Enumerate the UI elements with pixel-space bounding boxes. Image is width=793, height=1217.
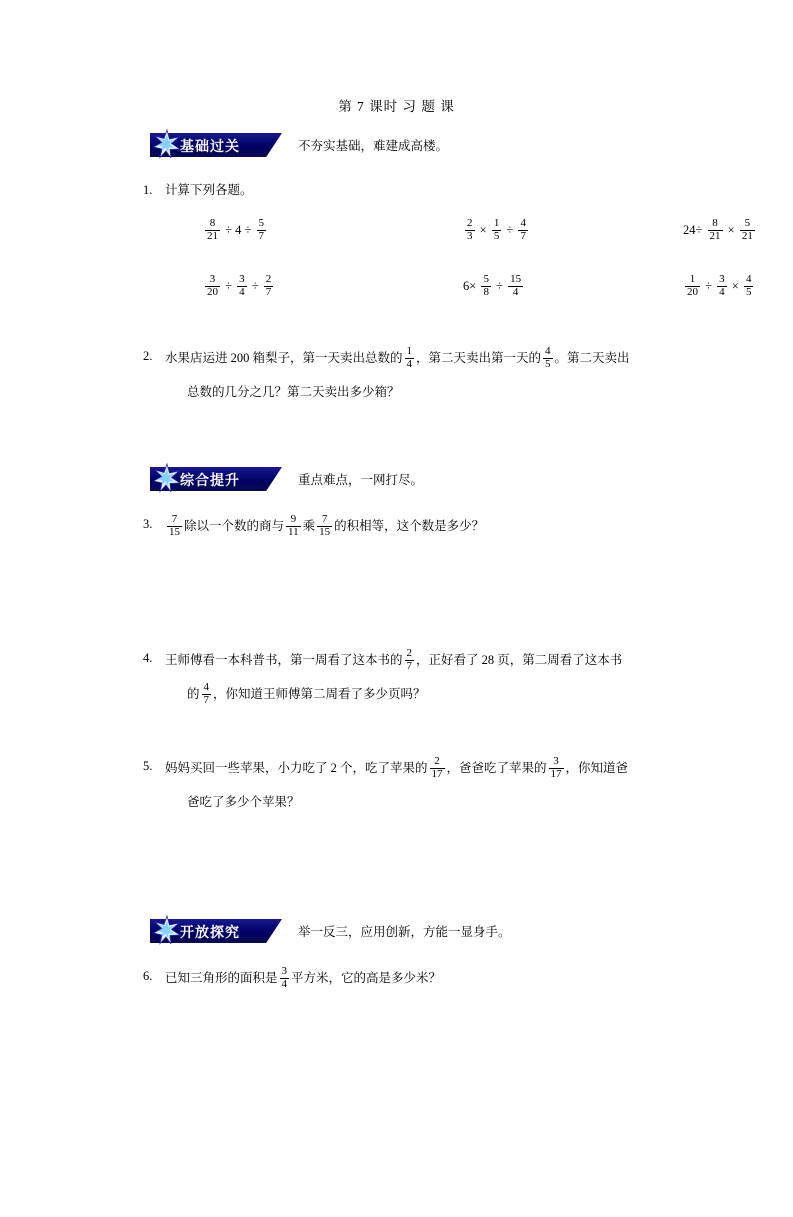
fraction-numerator: 3 xyxy=(281,964,288,977)
fraction xyxy=(286,514,301,539)
banner-open-inquiry xyxy=(150,919,282,943)
problem-6 xyxy=(0,961,793,995)
operator: × xyxy=(731,279,739,293)
fraction-numerator: 3 xyxy=(239,272,245,285)
problem-text-line xyxy=(165,643,688,677)
spacer xyxy=(0,711,793,733)
banner-label: 综合提升 xyxy=(180,472,240,488)
fraction xyxy=(264,274,274,299)
fraction-denominator: 7 xyxy=(258,229,264,242)
problem-2 xyxy=(0,341,793,409)
fraction-numerator: 2 xyxy=(265,272,272,285)
spacer xyxy=(0,409,793,449)
fraction-denominator: 4 xyxy=(239,285,245,298)
fraction xyxy=(492,218,502,243)
text-segment: 的 xyxy=(187,687,200,701)
equation-row-1 xyxy=(165,215,793,245)
fraction-numerator: 1 xyxy=(493,216,500,229)
problem-1 xyxy=(0,175,793,301)
problem-text-line xyxy=(165,751,688,785)
equation-6 xyxy=(673,271,793,301)
problem-number: 2. xyxy=(143,349,153,363)
problem-body xyxy=(165,961,688,995)
equation-4 xyxy=(165,271,453,301)
fraction xyxy=(205,218,220,243)
operator: ÷ xyxy=(225,279,232,293)
operand: 6× xyxy=(463,279,477,293)
fraction-numerator: 2 xyxy=(434,754,440,767)
star-burst-icon xyxy=(152,463,182,493)
fraction-numerator: 8 xyxy=(712,216,718,229)
problem-body xyxy=(165,643,688,711)
text-segment: ，爸爸吃了苹果的 xyxy=(446,761,547,775)
problem-text-line xyxy=(165,961,688,995)
fraction-numerator: 4 xyxy=(520,216,526,229)
fraction-numerator: 3 xyxy=(719,272,725,285)
fraction-denominator: 20 xyxy=(207,285,218,298)
problem-body xyxy=(165,175,793,301)
fraction-denominator: 21 xyxy=(709,229,721,242)
spacer xyxy=(0,543,793,625)
problem-3 xyxy=(0,509,793,543)
fraction xyxy=(257,218,267,243)
problem-5 xyxy=(0,751,793,819)
operator: ÷ xyxy=(244,223,252,237)
problem-text-line: 总数的几分之几？第二天卖出多少箱？ xyxy=(187,385,400,399)
star-burst-icon xyxy=(152,915,182,945)
fraction-numerator: 3 xyxy=(553,754,559,767)
text-segment: 已知三角形的面积是 xyxy=(165,971,278,985)
text-segment: 水果店运进 200 箱梨子，第一天卖出总数的 xyxy=(165,351,403,365)
fraction xyxy=(518,218,528,243)
fraction xyxy=(237,274,247,299)
problem-number: 1. xyxy=(143,183,153,197)
operator: ÷ xyxy=(496,279,503,293)
fraction-denominator: 4 xyxy=(719,285,725,298)
fraction xyxy=(549,756,564,781)
fraction xyxy=(717,274,727,299)
fraction xyxy=(481,274,491,299)
fraction xyxy=(708,218,723,243)
problem-text-line xyxy=(165,341,688,375)
star-burst-icon xyxy=(152,129,182,159)
fraction-denominator: 15 xyxy=(319,525,331,538)
fraction-denominator: 4 xyxy=(508,286,523,299)
text-segment: ，正好看了 28 页，第二周看了这本书 xyxy=(416,653,623,667)
fraction-numerator: 1 xyxy=(689,272,696,285)
fraction xyxy=(405,648,415,673)
operator: × xyxy=(727,223,735,237)
fraction-numerator: 7 xyxy=(321,512,328,525)
equation-5 xyxy=(453,271,673,301)
operator: × xyxy=(479,223,487,237)
fraction xyxy=(280,966,290,991)
fraction xyxy=(465,218,475,243)
fraction-denominator: 17 xyxy=(550,767,562,780)
problem-body xyxy=(165,751,688,819)
problem-text-line xyxy=(165,677,688,711)
fraction-numerator: 4 xyxy=(545,344,551,357)
fraction-denominator: 21 xyxy=(207,229,218,242)
fraction-denominator: 11 xyxy=(288,525,299,538)
equation-3 xyxy=(673,215,793,245)
banner-basics xyxy=(150,133,282,157)
equation-2 xyxy=(453,215,673,245)
fraction xyxy=(167,514,182,539)
operator: ÷ xyxy=(506,223,514,237)
problem-body xyxy=(165,509,688,543)
text-segment: 。第二天卖出 xyxy=(554,351,630,365)
section-note: 不夯实基础，难建成高楼。 xyxy=(298,139,449,153)
fraction-numerator: 15 xyxy=(510,272,522,285)
fraction-numerator: 2 xyxy=(467,216,473,229)
fraction xyxy=(202,682,212,707)
problem-number: 5. xyxy=(143,759,153,773)
fraction xyxy=(317,514,332,539)
text-segment: ，第二天卖出第一天的 xyxy=(416,351,542,365)
fraction-numerator: 1 xyxy=(406,344,413,357)
fraction-denominator: 5 xyxy=(745,285,752,298)
fraction xyxy=(744,274,754,299)
fraction-numerator: 8 xyxy=(209,216,216,229)
fraction-numerator: 2 xyxy=(406,646,413,659)
fraction xyxy=(508,274,523,299)
fraction-denominator: 5 xyxy=(493,229,500,242)
fraction-numerator: 5 xyxy=(744,216,751,229)
fraction xyxy=(205,274,220,299)
fraction-numerator: 5 xyxy=(258,216,264,229)
equation-row-2 xyxy=(165,271,793,301)
text-segment: 除以一个数的商与 xyxy=(184,519,285,533)
operand: 24÷ xyxy=(683,223,703,237)
operator: ÷ xyxy=(705,279,712,293)
text-segment: 的积相等，这个数是多少？ xyxy=(334,519,485,533)
worksheet-page xyxy=(0,95,793,1217)
fraction xyxy=(405,346,415,371)
text-segment: 王师傅看一本科普书，第一周看了这本书的 xyxy=(165,653,403,667)
section-header-comprehensive xyxy=(0,467,793,491)
equation-1 xyxy=(165,215,453,245)
text-segment: 乘 xyxy=(302,519,316,533)
fraction-denominator: 3 xyxy=(467,229,473,242)
operator: ÷ xyxy=(225,223,232,237)
fraction-denominator: 5 xyxy=(545,357,551,370)
fraction-numerator: 9 xyxy=(290,512,297,525)
problem-text-line xyxy=(165,509,688,543)
problem-stem: 计算下列各题。 xyxy=(165,183,253,197)
fraction-denominator: 7 xyxy=(203,693,210,706)
problem-number: 4. xyxy=(143,651,153,665)
text-segment: 妈妈买回一些苹果，小力吃了 2 个，吃了苹果的 xyxy=(165,761,428,775)
operator: ÷ xyxy=(251,279,259,293)
page-title: 第 7 课时 习 题 课 xyxy=(338,99,455,114)
fraction xyxy=(740,218,755,243)
fraction-numerator: 4 xyxy=(203,680,210,693)
banner-label: 基础过关 xyxy=(180,138,240,154)
problem-body xyxy=(165,341,688,409)
problem-number: 3. xyxy=(143,517,153,531)
spacer xyxy=(0,301,793,323)
fraction-denominator: 4 xyxy=(281,977,288,990)
section-note: 举一反三，应用创新，方能一显身手。 xyxy=(298,925,511,939)
text-segment: ，你知道王师傅第二周看了多少页吗？ xyxy=(213,687,426,701)
fraction-denominator: 8 xyxy=(483,285,489,298)
fraction-numerator: 3 xyxy=(209,272,216,285)
fraction-denominator: 21 xyxy=(741,229,753,242)
problem-text-line: 爸吃了多少个苹果？ xyxy=(187,795,300,809)
fraction-numerator: 4 xyxy=(745,272,752,285)
text-segment: ，你知道爸 xyxy=(565,761,629,775)
banner-comprehensive xyxy=(150,467,282,491)
fraction-denominator: 7 xyxy=(520,229,526,242)
text-segment: 平方米，它的高是多少米？ xyxy=(291,971,442,985)
fraction-denominator: 4 xyxy=(406,357,413,370)
banner-label: 开放探究 xyxy=(180,924,240,940)
spacer xyxy=(0,819,793,901)
fraction-denominator: 7 xyxy=(265,285,272,298)
fraction-denominator: 7 xyxy=(406,659,413,672)
section-note: 重点难点，一网打尽。 xyxy=(298,473,424,487)
section-header-open-inquiry xyxy=(0,919,793,943)
section-header-basics xyxy=(0,133,793,157)
problem-4 xyxy=(0,643,793,711)
fraction xyxy=(430,756,445,781)
fraction-denominator: 15 xyxy=(169,525,180,538)
fraction xyxy=(685,274,700,299)
fraction xyxy=(543,346,553,371)
fraction-numerator: 5 xyxy=(483,272,489,285)
problem-number: 6. xyxy=(143,969,153,983)
fraction-numerator: 7 xyxy=(171,512,178,525)
fraction-denominator: 20 xyxy=(687,285,698,298)
operand: 4 xyxy=(235,223,242,237)
fraction-denominator: 17 xyxy=(431,767,443,780)
